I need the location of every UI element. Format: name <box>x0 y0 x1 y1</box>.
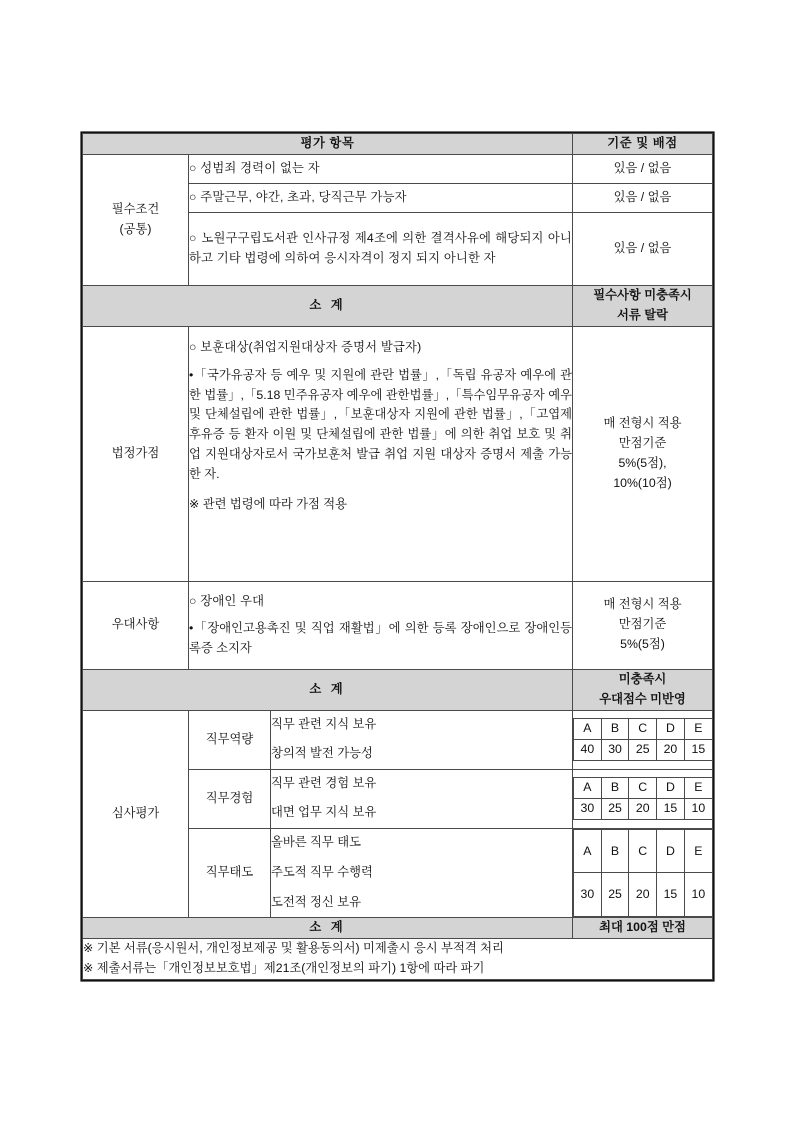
evaluation-group-1-item-1: 직무 관련 지식 보유 <box>271 710 573 740</box>
required-label-line1: 필수조건 <box>111 202 160 216</box>
grade-score-2-c: 20 <box>629 799 657 820</box>
preference-criteria-1: 매 전형시 적용 <box>603 597 682 612</box>
preference-criteria-2: 만점기준 <box>618 617 667 632</box>
evaluation-group-3-item-2: 주도적 직무 수행력 <box>271 858 573 888</box>
grade-score-1-b: 30 <box>601 740 629 761</box>
required-item-text-1: ○ 성범죄 경력이 없는 자 <box>189 154 573 183</box>
grade-score-2-b: 25 <box>601 799 629 820</box>
table-header-row <box>83 134 713 155</box>
legal-bonus-label: 법정가점 <box>83 326 189 581</box>
required-item-value-2: 있음 / 없음 <box>573 183 713 212</box>
grade-letter-3-d: D <box>657 829 685 873</box>
preference-criteria-3: 5%(5점) <box>620 637 665 652</box>
evaluation-group-2-item-1: 직무 관련 경험 보유 <box>271 769 573 799</box>
evaluation-group-2-name: 직무경험 <box>189 769 271 828</box>
grade-scores-row-2 <box>574 799 713 820</box>
grade-scores-row-3 <box>574 873 713 917</box>
evaluation-group-1-name: 직무역량 <box>189 710 271 769</box>
grade-grid-1 <box>573 718 712 761</box>
grade-score-1-e: 15 <box>684 740 712 761</box>
evaluation-group-3-grades <box>573 828 713 918</box>
grade-letter-2-a: A <box>574 778 602 799</box>
grade-score-3-e: 10 <box>684 873 712 917</box>
grade-score-2-a: 30 <box>574 799 602 820</box>
legal-bonus-line-2: •「국가유공자 등 예우 및 지원에 관란 법률」,「독립 유공자 예우에 관한 법률」,「5.18 민주유공자 예우에 관한법률」,「특수임무유공자 예우 및 단체설립에 관한 법률」,「보훈대상자 지원에 관한 법률」,「고엽제후유증 등 환자 이원 및 단체설립에 관한 법률」에 의한 취업 보호 및 취업 지원대상자로서 국가보훈처 발급 취업 지원 대상자 증명서 제출 가능한 자. <box>189 367 572 482</box>
subtotal-3-note: 최대 100점 만점 <box>573 918 713 939</box>
preference-criteria <box>573 581 713 669</box>
required-item-text-2: ○ 주말근무, 야간, 초과, 당직근무 가능자 <box>189 183 573 212</box>
recruitment-evaluation-table <box>82 133 713 980</box>
grade-letters-row-1 <box>574 719 713 740</box>
subtotal-2-note-line1: 미충족시 <box>618 671 667 686</box>
legal-bonus-criteria-1: 매 전형시 적용 <box>603 415 682 430</box>
footnotes-cell <box>83 939 713 980</box>
grade-score-1-c: 25 <box>629 740 657 761</box>
subtotal-1-note-line1: 필수사항 미충족시 <box>593 287 692 302</box>
subtotal-row-3 <box>83 918 713 939</box>
grade-score-3-c: 20 <box>629 873 657 917</box>
grade-score-3-b: 25 <box>601 873 629 917</box>
required-row-1 <box>83 154 713 183</box>
grade-letter-3-a: A <box>574 829 602 873</box>
grade-scores-row-1 <box>574 740 713 761</box>
footnote-1: ※ 기본 서류(응시원서, 개인정보제공 및 활용동의서) 미제출시 응시 부적격 처리 <box>83 941 504 956</box>
grade-letter-2-c: C <box>629 778 657 799</box>
grade-letter-1-b: B <box>601 719 629 740</box>
grade-letter-1-e: E <box>684 719 712 740</box>
legal-bonus-criteria <box>573 326 713 581</box>
footnotes-row <box>83 939 713 980</box>
grade-letter-3-c: C <box>629 829 657 873</box>
preference-line-1: ○ 장애인 우대 <box>189 594 265 609</box>
evaluation-label: 심사평가 <box>83 710 189 918</box>
subtotal-3-label: 소 계 <box>83 918 573 939</box>
grade-letter-1-c: C <box>629 719 657 740</box>
preference-line-2: •「장애인고용촉진 및 직업 재활법」에 의한 등록 장애인으로 장애인등록증 소지자 <box>189 620 572 655</box>
subtotal-row-1 <box>83 285 713 326</box>
required-item-value-1: 있음 / 없음 <box>573 154 713 183</box>
grade-letter-2-b: B <box>601 778 629 799</box>
required-item-text-3: ○ 노원구구립도서관 인사규정 제4조에 의한 결격사유에 해당되지 아니하고 기타 법령에 의하여 응시자격이 정지 되지 아니한 자 <box>189 212 573 285</box>
subtotal-2-note-line2: 우대점수 미반영 <box>599 691 686 706</box>
grade-letter-1-a: A <box>574 719 602 740</box>
grade-letter-2-d: D <box>657 778 685 799</box>
evaluation-row-group-1-item-1 <box>83 710 713 740</box>
required-item-value-3: 있음 / 없음 <box>573 212 713 285</box>
header-criteria-points: 기준 및 배점 <box>573 134 713 155</box>
preference-row <box>83 581 713 669</box>
grade-letters-row-2 <box>574 778 713 799</box>
evaluation-group-1-grades <box>573 710 713 769</box>
grade-letter-1-d: D <box>657 719 685 740</box>
subtotal-1-note-line2: 서류 탈락 <box>617 307 668 322</box>
header-evaluation-item: 평가 항목 <box>83 134 573 155</box>
legal-bonus-criteria-3: 5%(5점), <box>618 455 667 470</box>
grade-letter-2-e: E <box>684 778 712 799</box>
evaluation-group-3-item-1: 올바른 직무 태도 <box>271 828 573 858</box>
grade-score-3-a: 30 <box>574 873 602 917</box>
grade-letters-row-3 <box>574 829 713 873</box>
subtotal-2-note <box>573 669 713 710</box>
legal-bonus-content <box>189 326 573 581</box>
grade-letter-3-e: E <box>684 829 712 873</box>
legal-bonus-criteria-2: 만점기준 <box>618 435 667 450</box>
subtotal-1-note <box>573 285 713 326</box>
grade-score-2-d: 15 <box>657 799 685 820</box>
legal-bonus-line-3: ※ 관련 법령에 따라 가점 적용 <box>189 496 348 511</box>
evaluation-group-2-item-2: 대면 업무 지식 보유 <box>271 799 573 829</box>
grade-grid-3 <box>573 829 712 918</box>
legal-bonus-row <box>83 326 713 581</box>
grade-score-1-d: 20 <box>657 740 685 761</box>
legal-bonus-line-1: ○ 보훈대상(취업지원대상자 증명서 발급자) <box>189 340 422 355</box>
legal-bonus-criteria-4: 10%(10점) <box>613 475 672 490</box>
footnote-2: ※ 제출서류는「개인정보보호법」제21조(개인정보의 파기) 1항에 따라 파기 <box>83 961 485 976</box>
subtotal-row-2 <box>83 669 713 710</box>
preference-content <box>189 581 573 669</box>
required-label-line2: (공통) <box>119 221 152 236</box>
grade-letter-3-b: B <box>601 829 629 873</box>
grade-score-3-d: 15 <box>657 873 685 917</box>
grade-score-2-e: 10 <box>684 799 712 820</box>
evaluation-group-2-grades <box>573 769 713 828</box>
subtotal-1-label: 소 계 <box>83 285 573 326</box>
evaluation-group-3-item-3: 도전적 정신 보유 <box>271 888 573 918</box>
preference-label: 우대사항 <box>83 581 189 669</box>
subtotal-2-label: 소 계 <box>83 669 573 710</box>
evaluation-group-1-item-2: 창의적 발전 가능성 <box>271 740 573 770</box>
grade-score-1-a: 40 <box>574 740 602 761</box>
required-conditions-label <box>83 154 189 285</box>
evaluation-group-3-name: 직무태도 <box>189 828 271 918</box>
grade-grid-2 <box>573 777 712 820</box>
